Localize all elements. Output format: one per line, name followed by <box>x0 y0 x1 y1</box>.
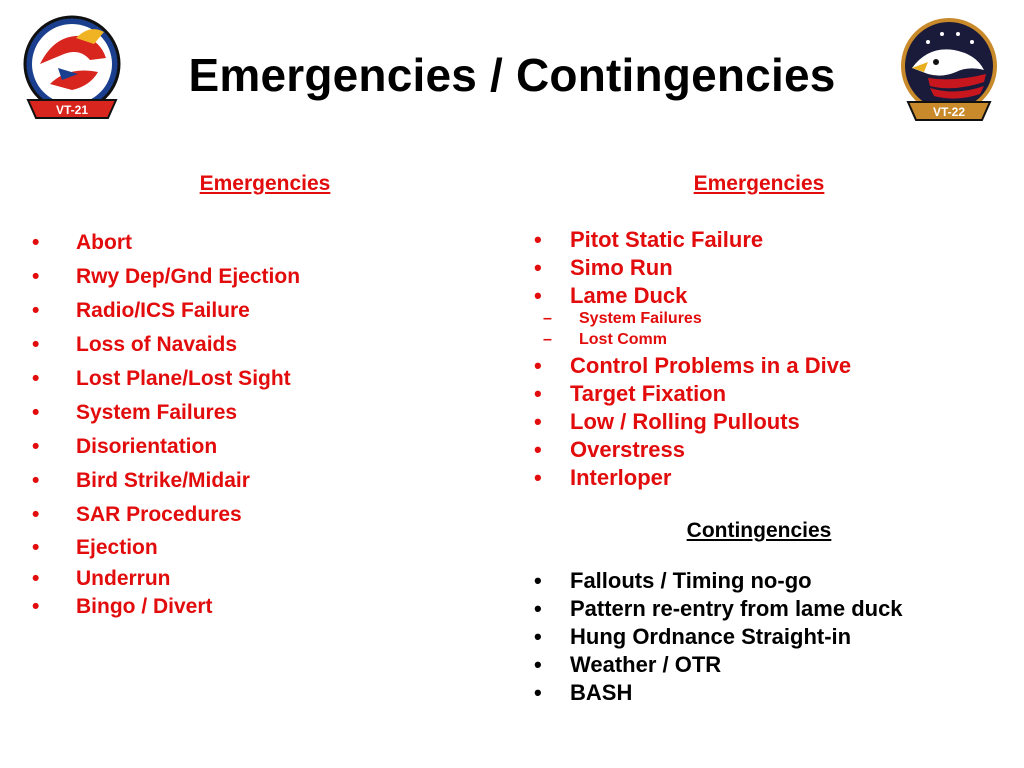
left-emergency-item <box>32 396 300 430</box>
left-emergency-item <box>32 532 300 564</box>
bullet-marker: • <box>534 381 542 406</box>
bullet-marker: • <box>32 567 40 590</box>
left-emergency-item <box>32 430 300 464</box>
right-emergency-item-text: Target Fixation <box>570 381 727 406</box>
contingency-item <box>534 651 903 679</box>
bullet-marker: • <box>534 283 542 308</box>
right-emergency-item <box>534 226 763 254</box>
left-emergency-item-text: Lost Plane/Lost Sight <box>76 367 291 390</box>
left-emergency-item <box>32 498 300 532</box>
bullet-marker: – <box>543 310 552 327</box>
bullet-marker: • <box>534 596 542 621</box>
contingency-item <box>534 567 903 595</box>
vt22-logo <box>898 16 1000 126</box>
bullet-marker: • <box>534 465 542 490</box>
right-emergencies-heading: Emergencies <box>693 172 825 195</box>
right-emergency-item-text: Simo Run <box>570 255 673 280</box>
contingencies-heading: Contingencies <box>686 519 832 542</box>
right-emergency-item <box>534 352 851 380</box>
left-emergency-item <box>32 226 300 260</box>
left-emergency-item-text: SAR Procedures <box>76 503 242 526</box>
left-emergency-item-text: Bird Strike/Midair <box>76 469 250 492</box>
contingencies-list <box>534 567 903 707</box>
left-emergencies-heading: Emergencies <box>199 172 331 195</box>
left-emergency-item-text: Loss of Navaids <box>76 333 238 356</box>
bullet-marker: • <box>534 255 542 280</box>
left-emergencies-list <box>32 226 300 621</box>
bullet-marker: • <box>32 401 40 424</box>
bullet-marker: • <box>534 353 542 378</box>
bullet-marker: • <box>32 469 40 492</box>
vt22-logo-text: VT-22 <box>932 105 966 119</box>
vt22-eagle-patch-icon <box>898 16 1000 126</box>
bullet-marker: • <box>534 624 542 649</box>
lame-duck-sub-item <box>534 308 702 329</box>
right-emergency-item <box>534 380 851 408</box>
left-emergency-item-text: Bingo / Divert <box>76 595 213 618</box>
left-emergency-item <box>32 260 300 294</box>
contingency-item-text: Pattern re-entry from lame duck <box>570 596 903 621</box>
left-emergency-item <box>32 593 300 621</box>
left-emergency-item <box>32 362 300 396</box>
bullet-marker: • <box>32 435 40 458</box>
contingency-item <box>534 595 903 623</box>
right-emergencies-list-continued <box>534 352 851 492</box>
lame-duck-sub-item-text: System Failures <box>579 310 702 327</box>
right-emergency-item <box>534 408 851 436</box>
right-emergency-item-text: Low / Rolling Pullouts <box>570 409 800 434</box>
left-emergency-item-text: Ejection <box>76 536 158 559</box>
left-emergency-item <box>32 328 300 362</box>
left-emergency-item-text: Abort <box>76 231 132 254</box>
right-emergency-item-text: Lame Duck <box>570 283 688 308</box>
contingency-item-text: Weather / OTR <box>570 652 722 677</box>
lame-duck-sub-item-text: Lost Comm <box>579 331 667 348</box>
left-emergency-item-text: Radio/ICS Failure <box>76 299 250 322</box>
bullet-marker: • <box>32 503 40 526</box>
contingency-item-text: BASH <box>570 680 633 705</box>
bullet-marker: • <box>32 265 40 288</box>
bullet-marker: • <box>534 409 542 434</box>
bullet-marker: – <box>543 331 552 348</box>
right-emergency-item <box>534 464 851 492</box>
bullet-marker: • <box>32 595 40 618</box>
contingency-item <box>534 623 903 651</box>
bullet-marker: • <box>32 231 40 254</box>
left-emergency-item-text: Disorientation <box>76 435 218 458</box>
bullet-marker: • <box>534 652 542 677</box>
left-emergency-item <box>32 564 300 593</box>
left-emergency-item-text: Underrun <box>76 567 171 590</box>
bullet-marker: • <box>534 568 542 593</box>
contingency-item-text: Hung Ordnance Straight-in <box>570 624 852 649</box>
bullet-marker: • <box>32 299 40 322</box>
left-emergency-item-text: System Failures <box>76 401 238 424</box>
contingency-item-text: Fallouts / Timing no-go <box>570 568 812 593</box>
bullet-marker: • <box>534 227 542 252</box>
bullet-marker: • <box>32 367 40 390</box>
page-title: Emergencies / Contingencies <box>188 49 836 101</box>
right-emergency-item <box>534 282 763 310</box>
right-emergencies-list <box>534 226 763 310</box>
vt21-logo-text: VT-21 <box>55 103 89 117</box>
right-emergency-item-text: Interloper <box>570 465 672 490</box>
lame-duck-sub-item <box>534 329 702 350</box>
right-emergency-item <box>534 436 851 464</box>
lame-duck-sublist <box>534 308 702 350</box>
left-emergency-item <box>32 294 300 328</box>
bullet-marker: • <box>32 536 40 559</box>
contingency-item <box>534 679 903 707</box>
right-emergency-item <box>534 254 763 282</box>
left-emergency-item <box>32 464 300 498</box>
right-emergency-item-text: Pitot Static Failure <box>570 227 764 252</box>
bullet-marker: • <box>534 680 542 705</box>
right-emergency-item-text: Overstress <box>570 437 685 462</box>
left-emergency-item-text: Rwy Dep/Gnd Ejection <box>76 265 301 288</box>
right-emergency-item-text: Control Problems in a Dive <box>570 353 852 378</box>
bullet-marker: • <box>32 333 40 356</box>
bullet-marker: • <box>534 437 542 462</box>
